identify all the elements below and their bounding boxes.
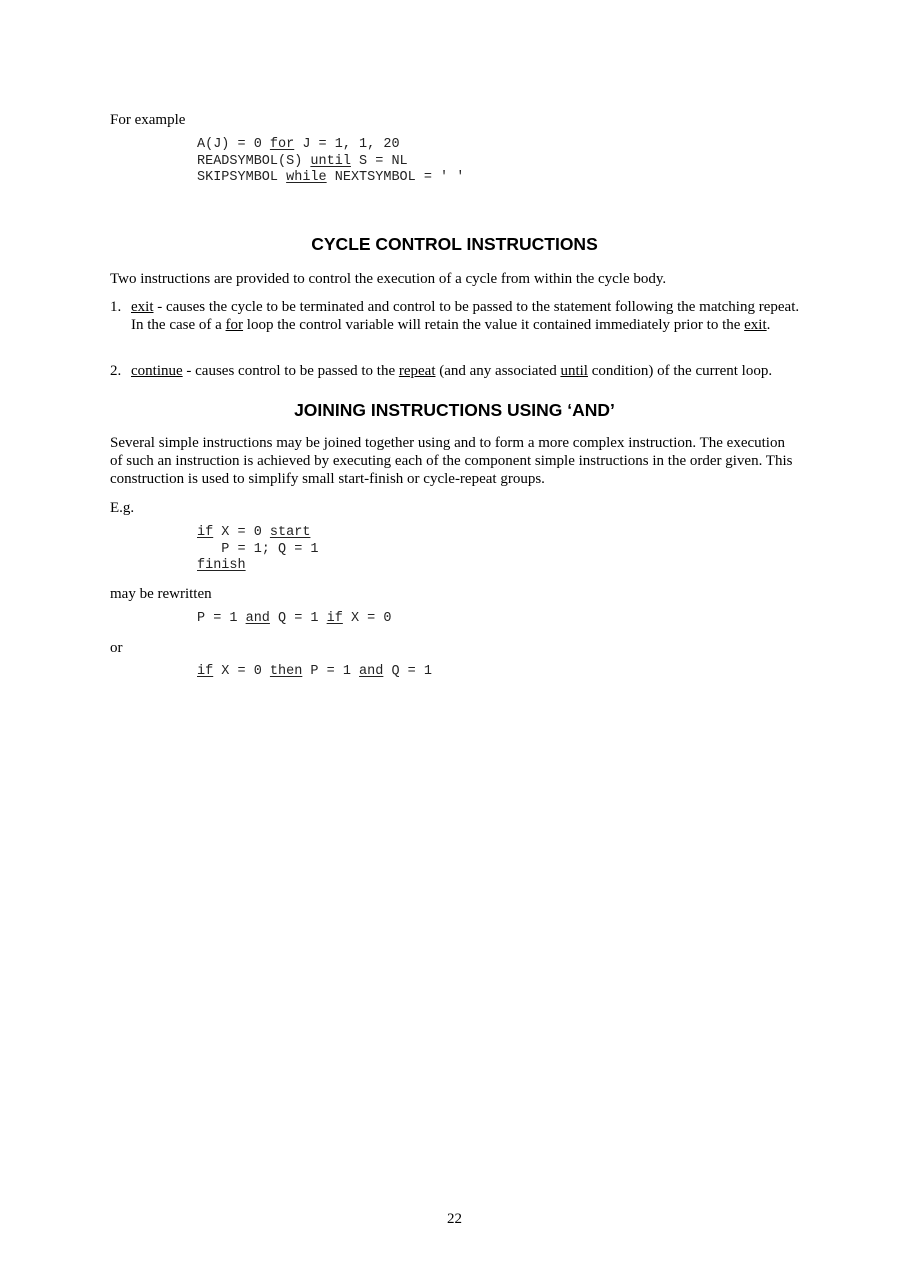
keyword: for — [225, 317, 244, 333]
section-heading-cycle-control: CYCLE CONTROL INSTRUCTIONS — [311, 234, 598, 254]
code-line: READSYMBOL(S) until S = NL — [197, 153, 408, 169]
joining-paragraph: Several simple instructions may be joined together using and to form a more complex instruction. The execution of such an instruction is achieved by executing each of the component simple instructions in the order given. This construction is used to simplify small start-finish or cycle-repeat groups. — [110, 435, 793, 487]
rewritten-label: may be rewritten — [110, 586, 212, 602]
page-number: 22 — [447, 1211, 462, 1227]
keyword: finish — [197, 558, 246, 573]
keyword: for — [269, 137, 295, 152]
list-number: 1. — [110, 299, 122, 315]
keyword: exit — [744, 317, 767, 333]
keyword: exit — [131, 299, 154, 315]
keyword: if — [326, 611, 343, 626]
keyword: repeat — [398, 363, 436, 379]
list-item-body: exit - causes the cycle to be terminated and control to be passed to the statement following the matching repeat. In the case of a for loop the control variable will retain the value it contained immediately prior to the exit. — [131, 299, 800, 333]
keyword: until — [560, 363, 588, 379]
list-item-body: continue - causes control to be passed to the repeat (and any associated until condition) of the current loop. — [131, 363, 773, 379]
code-example-and-if — [197, 611, 391, 628]
eg-label: E.g. — [110, 500, 135, 516]
code-line — [197, 558, 319, 575]
code-line: if X = 0 start — [197, 525, 311, 540]
list-number: 2. — [110, 363, 122, 379]
code-line: SKIPSYMBOL while NEXTSYMBOL = ' ' — [197, 170, 465, 185]
keyword: while — [286, 170, 327, 185]
section-heading-joining: JOINING INSTRUCTIONS USING ‘AND’ — [294, 400, 615, 420]
keyword: and — [245, 611, 270, 626]
list-item-exit — [110, 298, 800, 334]
code-example-if-then-and — [197, 664, 432, 681]
or-label: or — [110, 640, 123, 656]
keyword: then — [269, 664, 303, 679]
code-example-start-finish — [197, 525, 319, 575]
intro-text: For example — [110, 112, 186, 128]
code-line: P = 1 and Q = 1 if X = 0 — [197, 611, 392, 626]
code-line: A(J) = 0 for J = 1, 1, 20 — [197, 137, 400, 152]
keyword: and — [359, 664, 384, 679]
keyword: if — [197, 525, 214, 540]
code-line: if X = 0 then P = 1 and Q = 1 — [197, 664, 432, 679]
list-item-continue — [110, 362, 800, 380]
keyword: continue — [131, 363, 183, 379]
keyword: start — [269, 525, 311, 540]
keyword: until — [310, 153, 351, 169]
code-line: P = 1; Q = 1 — [197, 541, 319, 557]
keyword: if — [197, 664, 214, 679]
cycle-control-intro: Two instructions are provided to control the execution of a cycle from within the cycle body. — [110, 271, 667, 287]
code-example-loops — [197, 137, 464, 187]
